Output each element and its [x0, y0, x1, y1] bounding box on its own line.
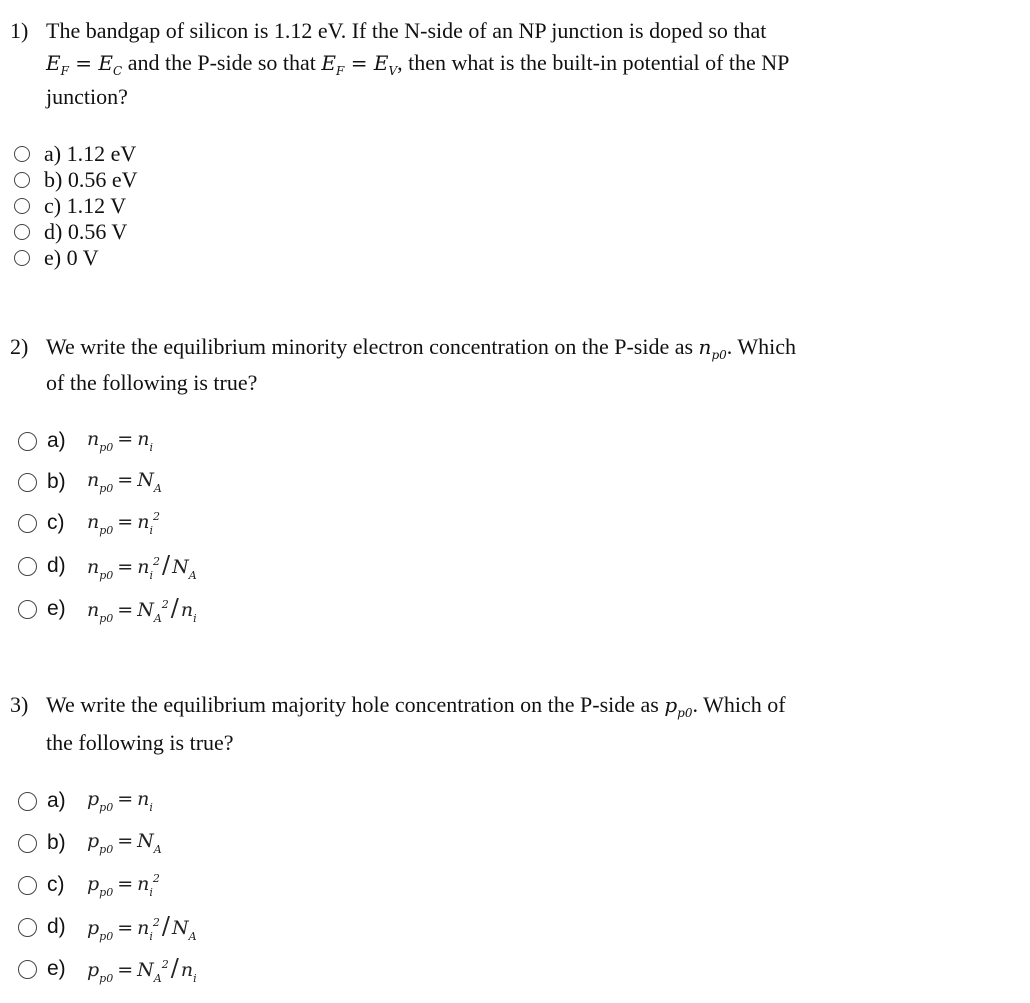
option-label: a): [47, 789, 66, 812]
option-label: e) 0 V: [44, 245, 99, 270]
question-3-text-1a: We write the equilibrium majority hole concentration on the P-side as: [46, 692, 659, 717]
equation: $n_{p0} = n_i^2/$ $N_A$: [87, 550, 197, 582]
question-2-option-c[interactable]: [18, 508, 160, 538]
equation: $p_{p0} = n_i^2$: [87, 871, 160, 899]
equation-np0: $n_{p0}$: [698, 335, 727, 362]
equation-ef-ec: $E_F = E_C$: [46, 51, 123, 78]
question-2-line-1: [10, 332, 796, 370]
radio-button[interactable]: [18, 918, 37, 937]
option-label: c): [47, 511, 65, 534]
equation: $p_{p0} = n_i$: [87, 788, 153, 814]
question-2-option-d[interactable]: [18, 551, 197, 581]
question-2-option-b[interactable]: [18, 467, 162, 497]
option-label: a): [47, 429, 66, 452]
question-2-option-a[interactable]: [18, 426, 153, 456]
radio-button[interactable]: [18, 514, 37, 533]
option-label: b): [47, 470, 66, 493]
equation-ef-ev: $E_F = E_V$: [321, 51, 398, 78]
radio-button[interactable]: [18, 834, 37, 853]
question-2-text-1b: . Which: [726, 334, 797, 359]
question-1-text-2a: and the P-side so that: [127, 50, 316, 75]
equation: $p_{p0} = n_i^2/$ $N_A$: [87, 911, 197, 943]
radio-button[interactable]: [18, 876, 37, 895]
radio-button[interactable]: [14, 172, 30, 188]
question-2-text-1a: We write the equilibrium minority electron concentration on the P-side as: [46, 334, 694, 359]
question-1-option-b[interactable]: [14, 166, 137, 194]
option-label: e): [47, 957, 66, 980]
equation-pp0: $p_{p0}$: [664, 693, 693, 720]
question-3-line-2: the following is true?: [46, 730, 234, 755]
option-label: a) 1.12 eV: [44, 141, 137, 166]
question-3-text-1b: . Which of: [692, 692, 786, 717]
option-label: d): [47, 554, 66, 577]
option-label: b) 0.56 eV: [44, 167, 138, 192]
radio-button[interactable]: [18, 557, 37, 576]
question-1-text-1: The bandgap of silicon is 1.12 eV. If the N-side of an NP junction is doped so that: [46, 18, 767, 43]
radio-button[interactable]: [18, 473, 37, 492]
option-label: b): [47, 831, 66, 854]
radio-button[interactable]: [18, 432, 37, 451]
radio-button[interactable]: [18, 600, 37, 619]
radio-button[interactable]: [14, 198, 30, 214]
question-1-option-c[interactable]: [14, 192, 126, 220]
equation: $n_{p0} = n_i$: [87, 428, 153, 454]
question-1-option-a[interactable]: [14, 140, 136, 168]
question-3-option-d[interactable]: [18, 912, 197, 942]
question-1-option-d[interactable]: [14, 218, 127, 246]
question-3-option-b[interactable]: [18, 828, 162, 858]
question-1-line-1: [10, 16, 766, 46]
radio-button[interactable]: [14, 146, 30, 162]
option-label: c) 1.12 V: [44, 193, 127, 218]
equation: $p_{p0} = N_A$: [87, 830, 162, 856]
question-3-line-1: [10, 690, 786, 728]
question-1-option-e[interactable]: [14, 244, 99, 272]
equation: $n_{p0} = n_i^2$: [87, 509, 160, 537]
equation: $n_{p0} = N_A^2/$ $n_i$: [87, 593, 197, 625]
question-1-line-3: junction?: [46, 84, 128, 109]
question-1-text-2b: , then what is the built-in potential of the NP: [397, 50, 790, 75]
option-label: c): [47, 873, 65, 896]
question-1-line-2: [46, 48, 789, 86]
equation: $n_{p0} = N_A$: [87, 469, 162, 495]
radio-button[interactable]: [18, 960, 37, 979]
question-3-option-e[interactable]: [18, 954, 197, 984]
radio-button[interactable]: [14, 250, 30, 266]
question-1-number: 1): [10, 18, 29, 43]
option-label: e): [47, 597, 66, 620]
question-3-option-a[interactable]: [18, 786, 153, 816]
radio-button[interactable]: [18, 792, 37, 811]
question-2-number: 2): [10, 334, 29, 359]
question-2-option-e[interactable]: [18, 594, 197, 624]
question-3-number: 3): [10, 692, 29, 717]
option-label: d): [47, 915, 66, 938]
question-3-option-c[interactable]: [18, 870, 160, 900]
option-label: d) 0.56 V: [44, 219, 128, 244]
equation: $p_{p0} = N_A^2/$ $n_i$: [87, 953, 197, 985]
question-2-line-2: of the following is true?: [46, 370, 258, 395]
radio-button[interactable]: [14, 224, 30, 240]
